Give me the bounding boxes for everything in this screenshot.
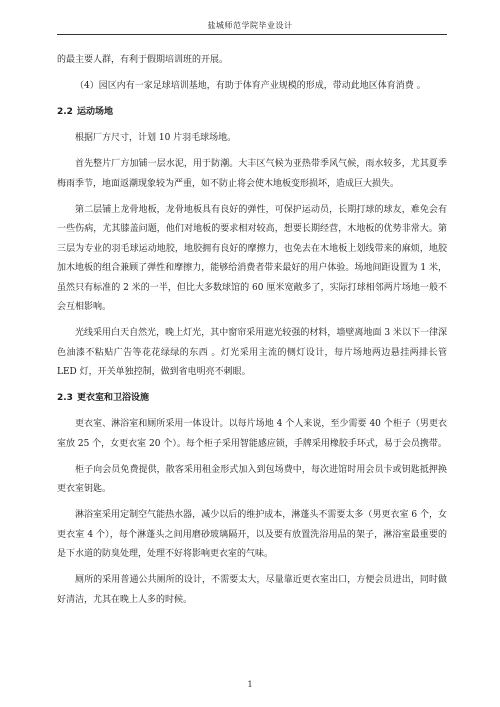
page-header: 盐城师范学院毕业设计	[207, 21, 293, 30]
paragraph: 光线采用白天自然光，晚上灯光，其中窗帘采用遮光较强的材料，墙壁离地面 3 米以下一律深色油漆不粘贴广告等花花绿绿的东西 。灯光采用主流的侧灯设计，每片场地两边悬挂两排长管 LED 灯，开关单独控制，做到省电明亮不刺眼。	[57, 328, 447, 377]
section-number: 2.3	[57, 393, 73, 403]
section-title: 运动场地	[76, 107, 113, 117]
section-title: 更衣室和卫浴设施	[76, 393, 149, 403]
section-heading-2-3	[57, 389, 447, 409]
paragraph: 首先整片厂方加铺一层水泥，用于防潮。大丰区气候为亚热带季风气候，雨水较多，尤其夏季梅雨季节，地面返潮现象较为严重，如不防止将会使木地板变形损坏，造成巨大损失。	[57, 159, 447, 189]
section-number: 2.2	[57, 107, 73, 117]
paragraph: 第二层铺上龙骨地板，龙骨地板具有良好的弹性，可保护运动员，长期打球的球友，难免会有一些伤病，尤其膝盖问题，他们对地板的要求相对较高，想要长期经营，木地板的优势非常大。第三层为专业的羽毛球运动地胶，地胶拥有良好的摩擦力，也免去在木地板上划线带来的麻烦，地胶加木地板的组合兼顾了弹性和摩擦力，能够给消费者带来最好的用户体验。场地间距设置为 1 米，虽然只有标准的 2 米的一半，但比大多数球馆的 60 厘米宽敞多了，实际打球相邻两片场地一般不会互相影响。	[57, 204, 447, 312]
paragraph: 更衣室、淋浴室和厕所采用一体设计。以每片场地 4 个人来说，至少需要 40 个柜子（男更衣室放 25 个，女更衣室 20 个）。每个柜子采用智能感应锁，手牌采用橡胶手环式，易于会员携带。	[57, 419, 447, 449]
paragraph: （4）园区内有一家足球培训基地，有助于体育产业规模的形成，带动此地区体育消费 。	[75, 81, 426, 91]
paragraph: 的最主要人群，有利于假期培训班的开展。	[57, 55, 229, 65]
page-body	[57, 51, 447, 610]
header-rule	[57, 34, 447, 35]
paragraph: 根据厂方尺寸，计划 10 片羽毛球场地。	[75, 133, 237, 143]
paragraph: 淋浴室采用定制空气能热水器，减少以后的维护成本，淋蓬头不需要太多（男更衣室 6 个，女更衣室 4 个），每个淋蓬头之间用磨砂玻璃隔开，以及要有放置洗浴用品的架子，淋浴室最重要的是下水道的防臭处理，处理不好将影响更衣室的气味。	[57, 510, 447, 559]
paragraph: 厕所的采用普通公共厕所的设计，不需要太大，尽量靠近更衣室出口，方便会员进出，同时做好清洁，尤其在晚上人多的时候。	[57, 575, 447, 605]
page-number: 1	[247, 680, 253, 689]
paragraph: 柜子向会员免费提供，散客采用租金形式加入到包场费中，每次进馆时用会员卡或钥匙抵押换更衣室钥匙。	[57, 464, 447, 494]
section-heading-2-2	[57, 103, 447, 123]
